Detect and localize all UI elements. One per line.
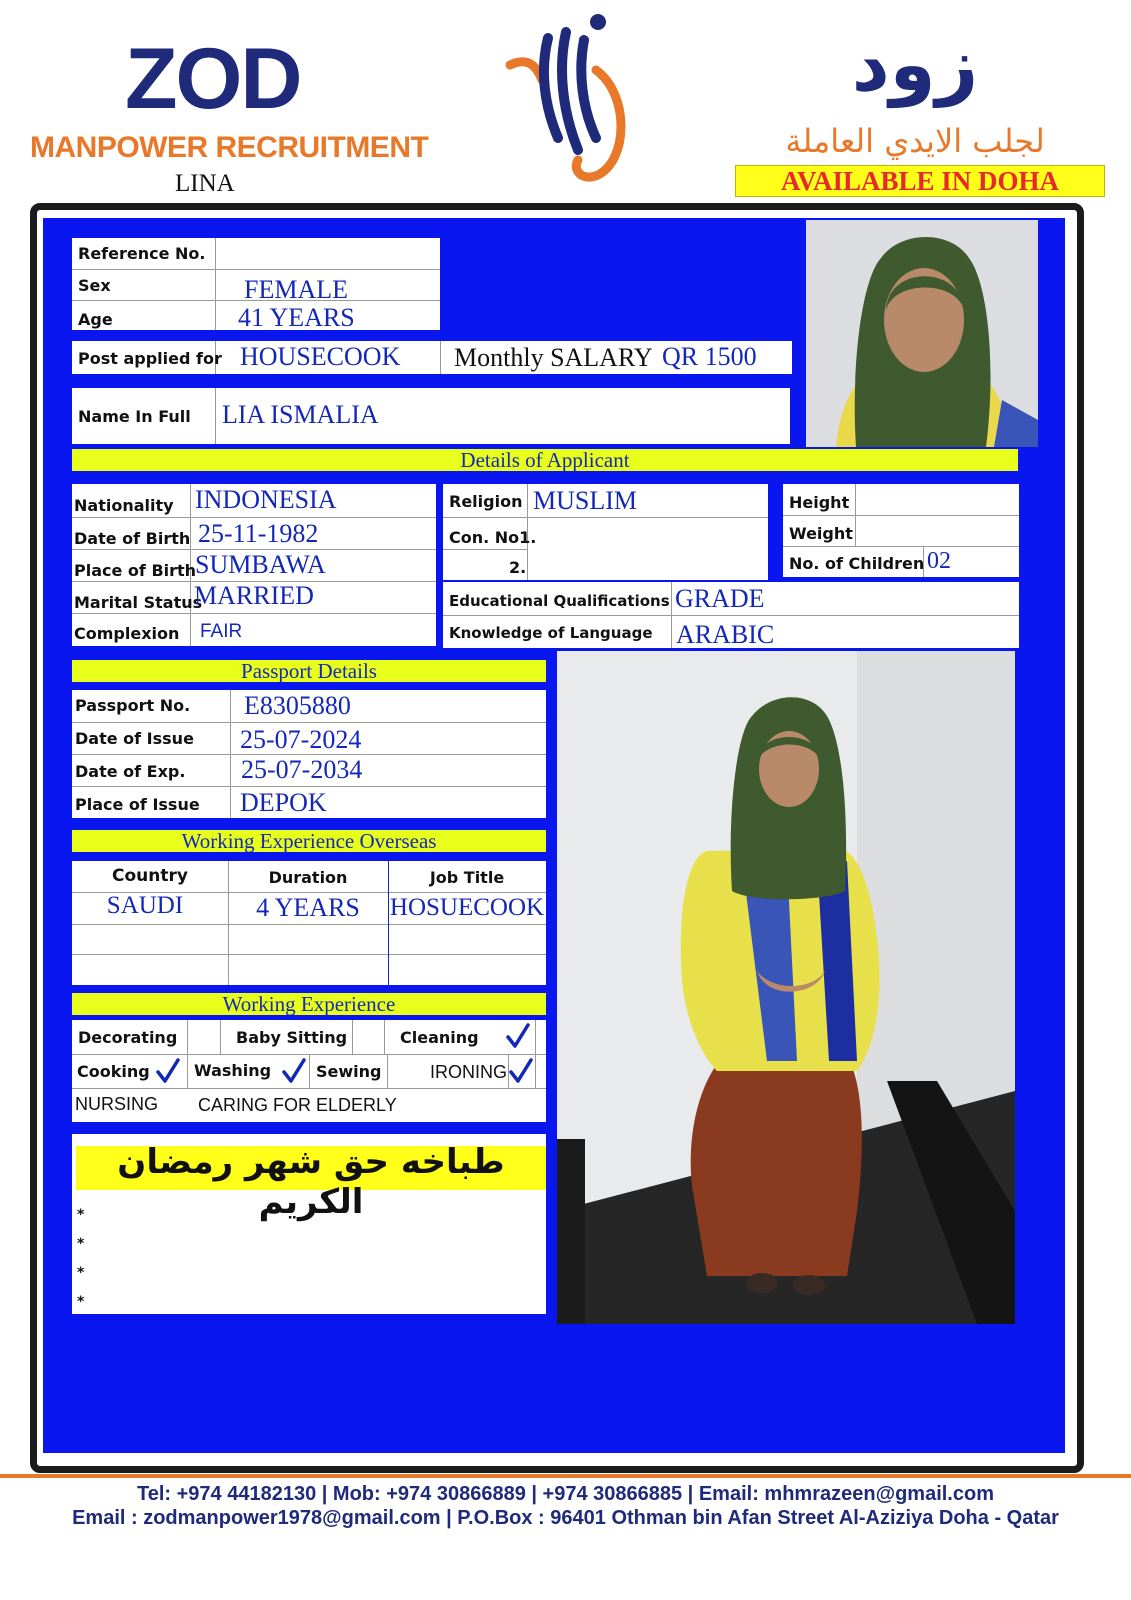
contact1-label: Con. No1. <box>449 528 537 547</box>
sex-label: Sex <box>78 276 111 295</box>
nationality-label: Nationality <box>74 496 174 515</box>
brand-name-arabic: زود <box>851 22 979 108</box>
physical-table <box>783 484 1019 577</box>
children-value: 02 <box>927 548 951 574</box>
complexion-label: Complexion <box>74 624 180 643</box>
brand-logo-icon <box>500 10 635 182</box>
remarks-arabic-note: طباخه حق شهر رمضان الكريم <box>117 1142 505 1222</box>
age-label: Age <box>78 310 113 329</box>
skills-section-title: Working Experience <box>72 993 546 1015</box>
skill-caring-elderly: CARING FOR ELDERLY <box>198 1095 397 1115</box>
skill-baby-sitting: Baby Sitting <box>236 1028 348 1047</box>
passport-number-value: E8305880 <box>244 691 351 720</box>
height-label: Height <box>789 493 850 512</box>
overseas-header-duration: Duration <box>268 868 348 887</box>
dob-label: Date of Birth <box>74 529 191 548</box>
pob-label: Place of Birth <box>74 561 197 580</box>
salary-label: Monthly SALARY <box>454 343 653 372</box>
remarks-box <box>72 1134 546 1314</box>
religion-label: Religion <box>449 492 523 511</box>
skill-washing: Washing <box>194 1061 272 1080</box>
education-label: Educational Qualifications <box>449 592 670 610</box>
children-label: No. of Children <box>789 554 925 573</box>
education-value: GRADE <box>675 584 765 613</box>
overseas-table <box>72 861 546 985</box>
skill-cooking: Cooking <box>77 1062 150 1081</box>
post-label: Post applied for <box>78 349 222 368</box>
overseas-section-title: Working Experience Overseas <box>72 830 546 852</box>
overseas-duration: 4 YEARS <box>256 893 360 922</box>
details-section-title: Details of Applicant <box>72 449 1018 471</box>
skill-nursing: NURSING <box>75 1094 159 1114</box>
footer-contact-line-2: Email : zodmanpower1978@gmail.com | P.O.Box : 96401 Othman bin Afan Street Al-Aziziya Doha - Qatar <box>72 1507 1059 1529</box>
portrait-photo <box>806 220 1038 447</box>
check-cleaning-icon <box>506 1023 530 1049</box>
marital-label: Marital Status <box>74 593 203 612</box>
salary-value: QR 1500 <box>662 342 757 371</box>
check-cooking-icon <box>156 1058 180 1084</box>
education-table <box>443 582 1019 648</box>
religion-value: MUSLIM <box>533 486 638 515</box>
skill-cleaning: Cleaning <box>400 1028 479 1047</box>
personal-table <box>72 484 436 646</box>
issue-date-value: 25-07-2024 <box>240 725 362 754</box>
brand-subtitle-arabic: لجلب الايدي العاملة <box>785 122 1045 160</box>
expiry-date-value: 25-07-2034 <box>241 755 363 784</box>
remarks-bullet-3: * <box>77 1265 85 1281</box>
post-row <box>72 341 792 374</box>
sex-value: FEMALE <box>244 275 348 304</box>
skills-table <box>72 1020 546 1122</box>
name-label: Name In Full <box>78 407 191 426</box>
dob-value: 25-11-1982 <box>198 519 319 548</box>
availability-banner: AVAILABLE IN DOHA <box>735 165 1105 197</box>
skill-decorating: Decorating <box>78 1028 178 1047</box>
complexion-value: FAIR <box>200 621 243 642</box>
issue-place-label: Place of Issue <box>75 795 200 814</box>
remarks-bullet-4: * <box>77 1294 85 1310</box>
passport-number-label: Passport No. <box>75 696 191 715</box>
overseas-country: SAUDI <box>106 892 184 919</box>
nationality-value: INDONESIA <box>195 485 337 514</box>
weight-label: Weight <box>789 524 853 543</box>
basic-info-table <box>72 238 440 330</box>
check-ironing-icon <box>509 1058 533 1084</box>
brand-subtitle: MANPOWER RECRUITMENT <box>30 131 429 164</box>
issue-date-label: Date of Issue <box>75 729 194 748</box>
skill-ironing: IRONING <box>430 1062 508 1082</box>
overseas-header-jobtitle: Job Title <box>429 868 505 887</box>
name-row <box>72 388 790 444</box>
footer-rule <box>0 1474 1131 1478</box>
expiry-date-label: Date of Exp. <box>75 762 186 781</box>
brand-name-english: ZOD <box>125 31 301 127</box>
issue-place-value: DEPOK <box>240 788 327 817</box>
full-body-photo <box>557 651 1015 1324</box>
remarks-bullet-1: * <box>77 1207 85 1223</box>
name-value: LIA ISMALIA <box>222 400 379 429</box>
language-label: Knowledge of Language <box>449 624 653 642</box>
overseas-header-country: Country <box>112 866 188 886</box>
reference-label: Reference No. <box>78 244 206 263</box>
passport-table <box>72 690 546 818</box>
remarks-bullet-2: * <box>77 1236 85 1252</box>
footer-contact-line-1: Tel: +974 44182130 | Mob: +974 30866889 | +974 30866885 | Email: mhmrazeen@gmail.com <box>137 1483 994 1505</box>
overseas-jobtitle: HOSUECOOK <box>389 894 545 921</box>
agent-name: LINA <box>175 170 235 197</box>
post-value: HOUSECOOK <box>240 342 401 371</box>
religion-table <box>443 484 768 580</box>
contact2-label: 2. <box>509 558 527 577</box>
skill-sewing: Sewing <box>316 1062 382 1081</box>
pob-value: SUMBAWA <box>195 550 326 579</box>
passport-section-title: Passport Details <box>72 660 546 682</box>
language-value: ARABIC <box>676 620 775 649</box>
age-value: 41 YEARS <box>238 303 355 332</box>
check-washing-icon <box>282 1058 306 1084</box>
marital-value: MARRIED <box>194 581 314 610</box>
